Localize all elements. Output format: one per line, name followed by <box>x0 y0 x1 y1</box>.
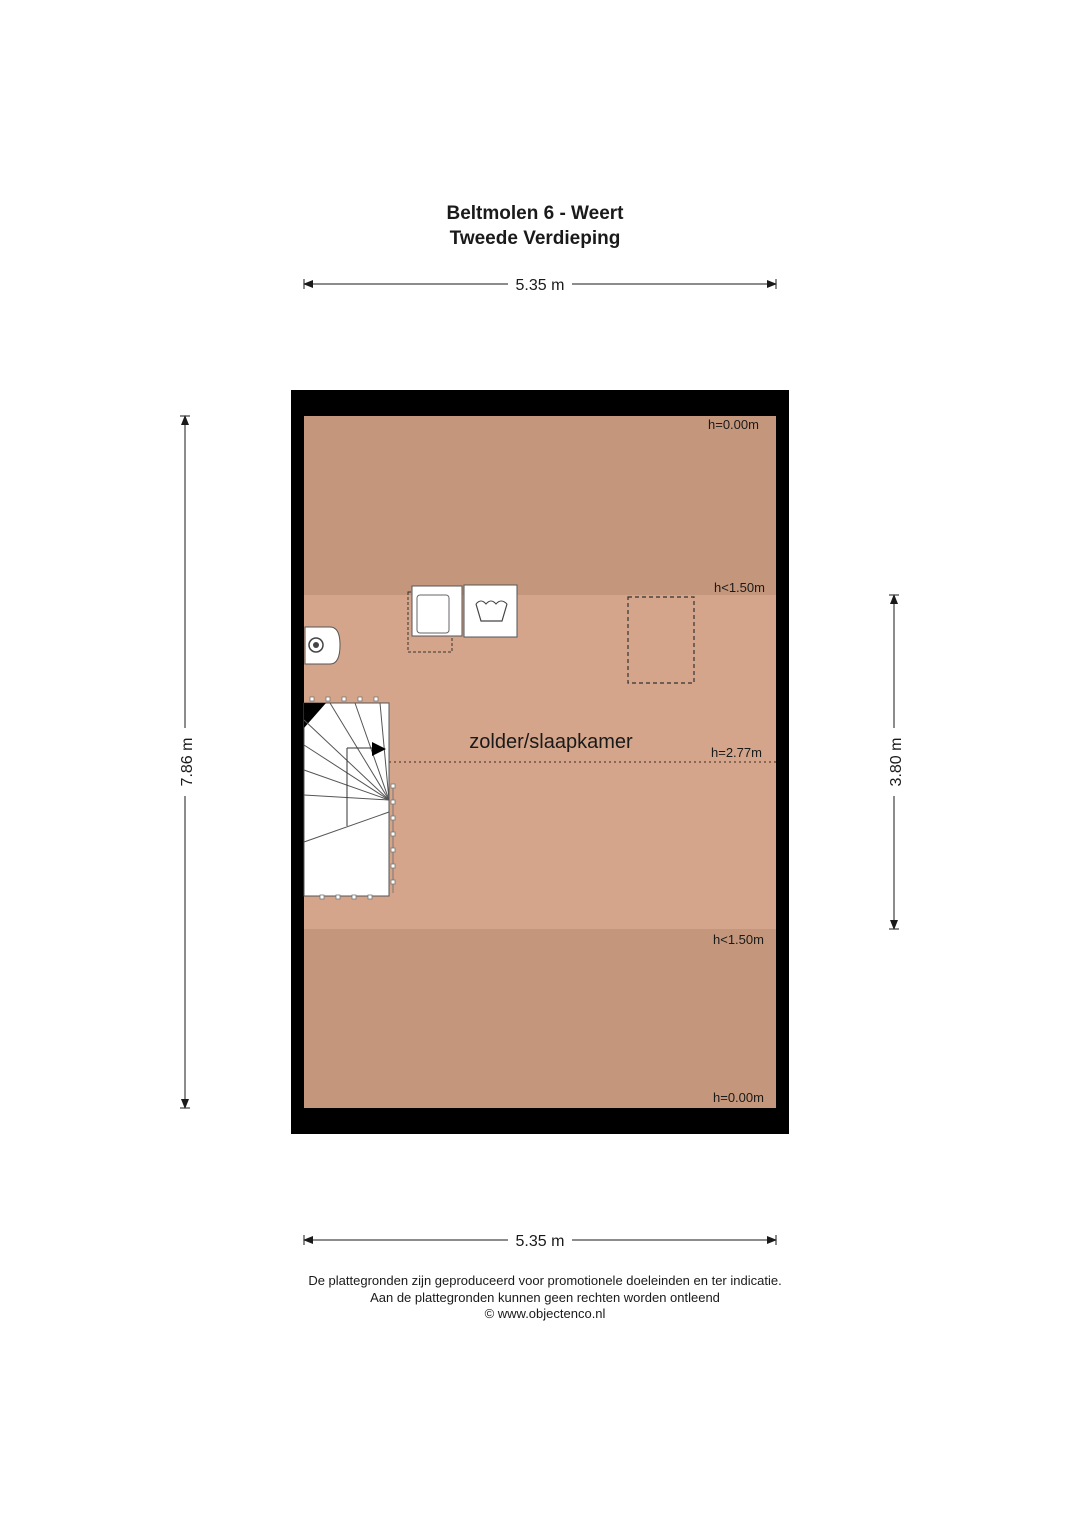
height-label-upper-limit: h<1.50m <box>714 580 765 595</box>
height-label-top: h=0.00m <box>708 417 759 432</box>
top-width-label: 5.35 m <box>515 277 565 294</box>
low-ceiling-zone-bottom <box>304 929 776 1108</box>
staircase-icon <box>304 697 395 899</box>
disclaimer-line-1: De plattegronden zijn geproduceerd voor promotionele doeleinden en ter indicatie. <box>308 1273 782 1288</box>
floor-name: Tweede Verdieping <box>449 228 621 249</box>
low-ceiling-zone-top <box>304 416 776 595</box>
copyright-line: © www.objectenco.nl <box>484 1306 606 1321</box>
height-label-ridge: h=2.77m <box>711 745 762 760</box>
height-label-bottom: h=0.00m <box>713 1090 764 1105</box>
left-height-dimension <box>179 416 196 1108</box>
bottom-width-label: 5.35 m <box>515 1233 565 1250</box>
right-height-label: 3.80 m <box>888 737 905 787</box>
height-label-lower-limit: h<1.50m <box>713 932 764 947</box>
boiler-icon <box>305 627 340 664</box>
top-width-dimension <box>304 277 776 294</box>
plan-title: Beltmolen 6 - Weert <box>446 203 624 224</box>
laundry-sink-icon <box>464 585 517 637</box>
room-label: zolder/slaapkamer <box>469 731 633 753</box>
disclaimer-line-2: Aan de plattegronden kunnen geen rechten worden ontleend <box>370 1290 720 1305</box>
bottom-width-dimension <box>304 1233 776 1250</box>
right-height-dimension <box>888 595 905 929</box>
left-height-label: 7.86 m <box>179 737 196 787</box>
